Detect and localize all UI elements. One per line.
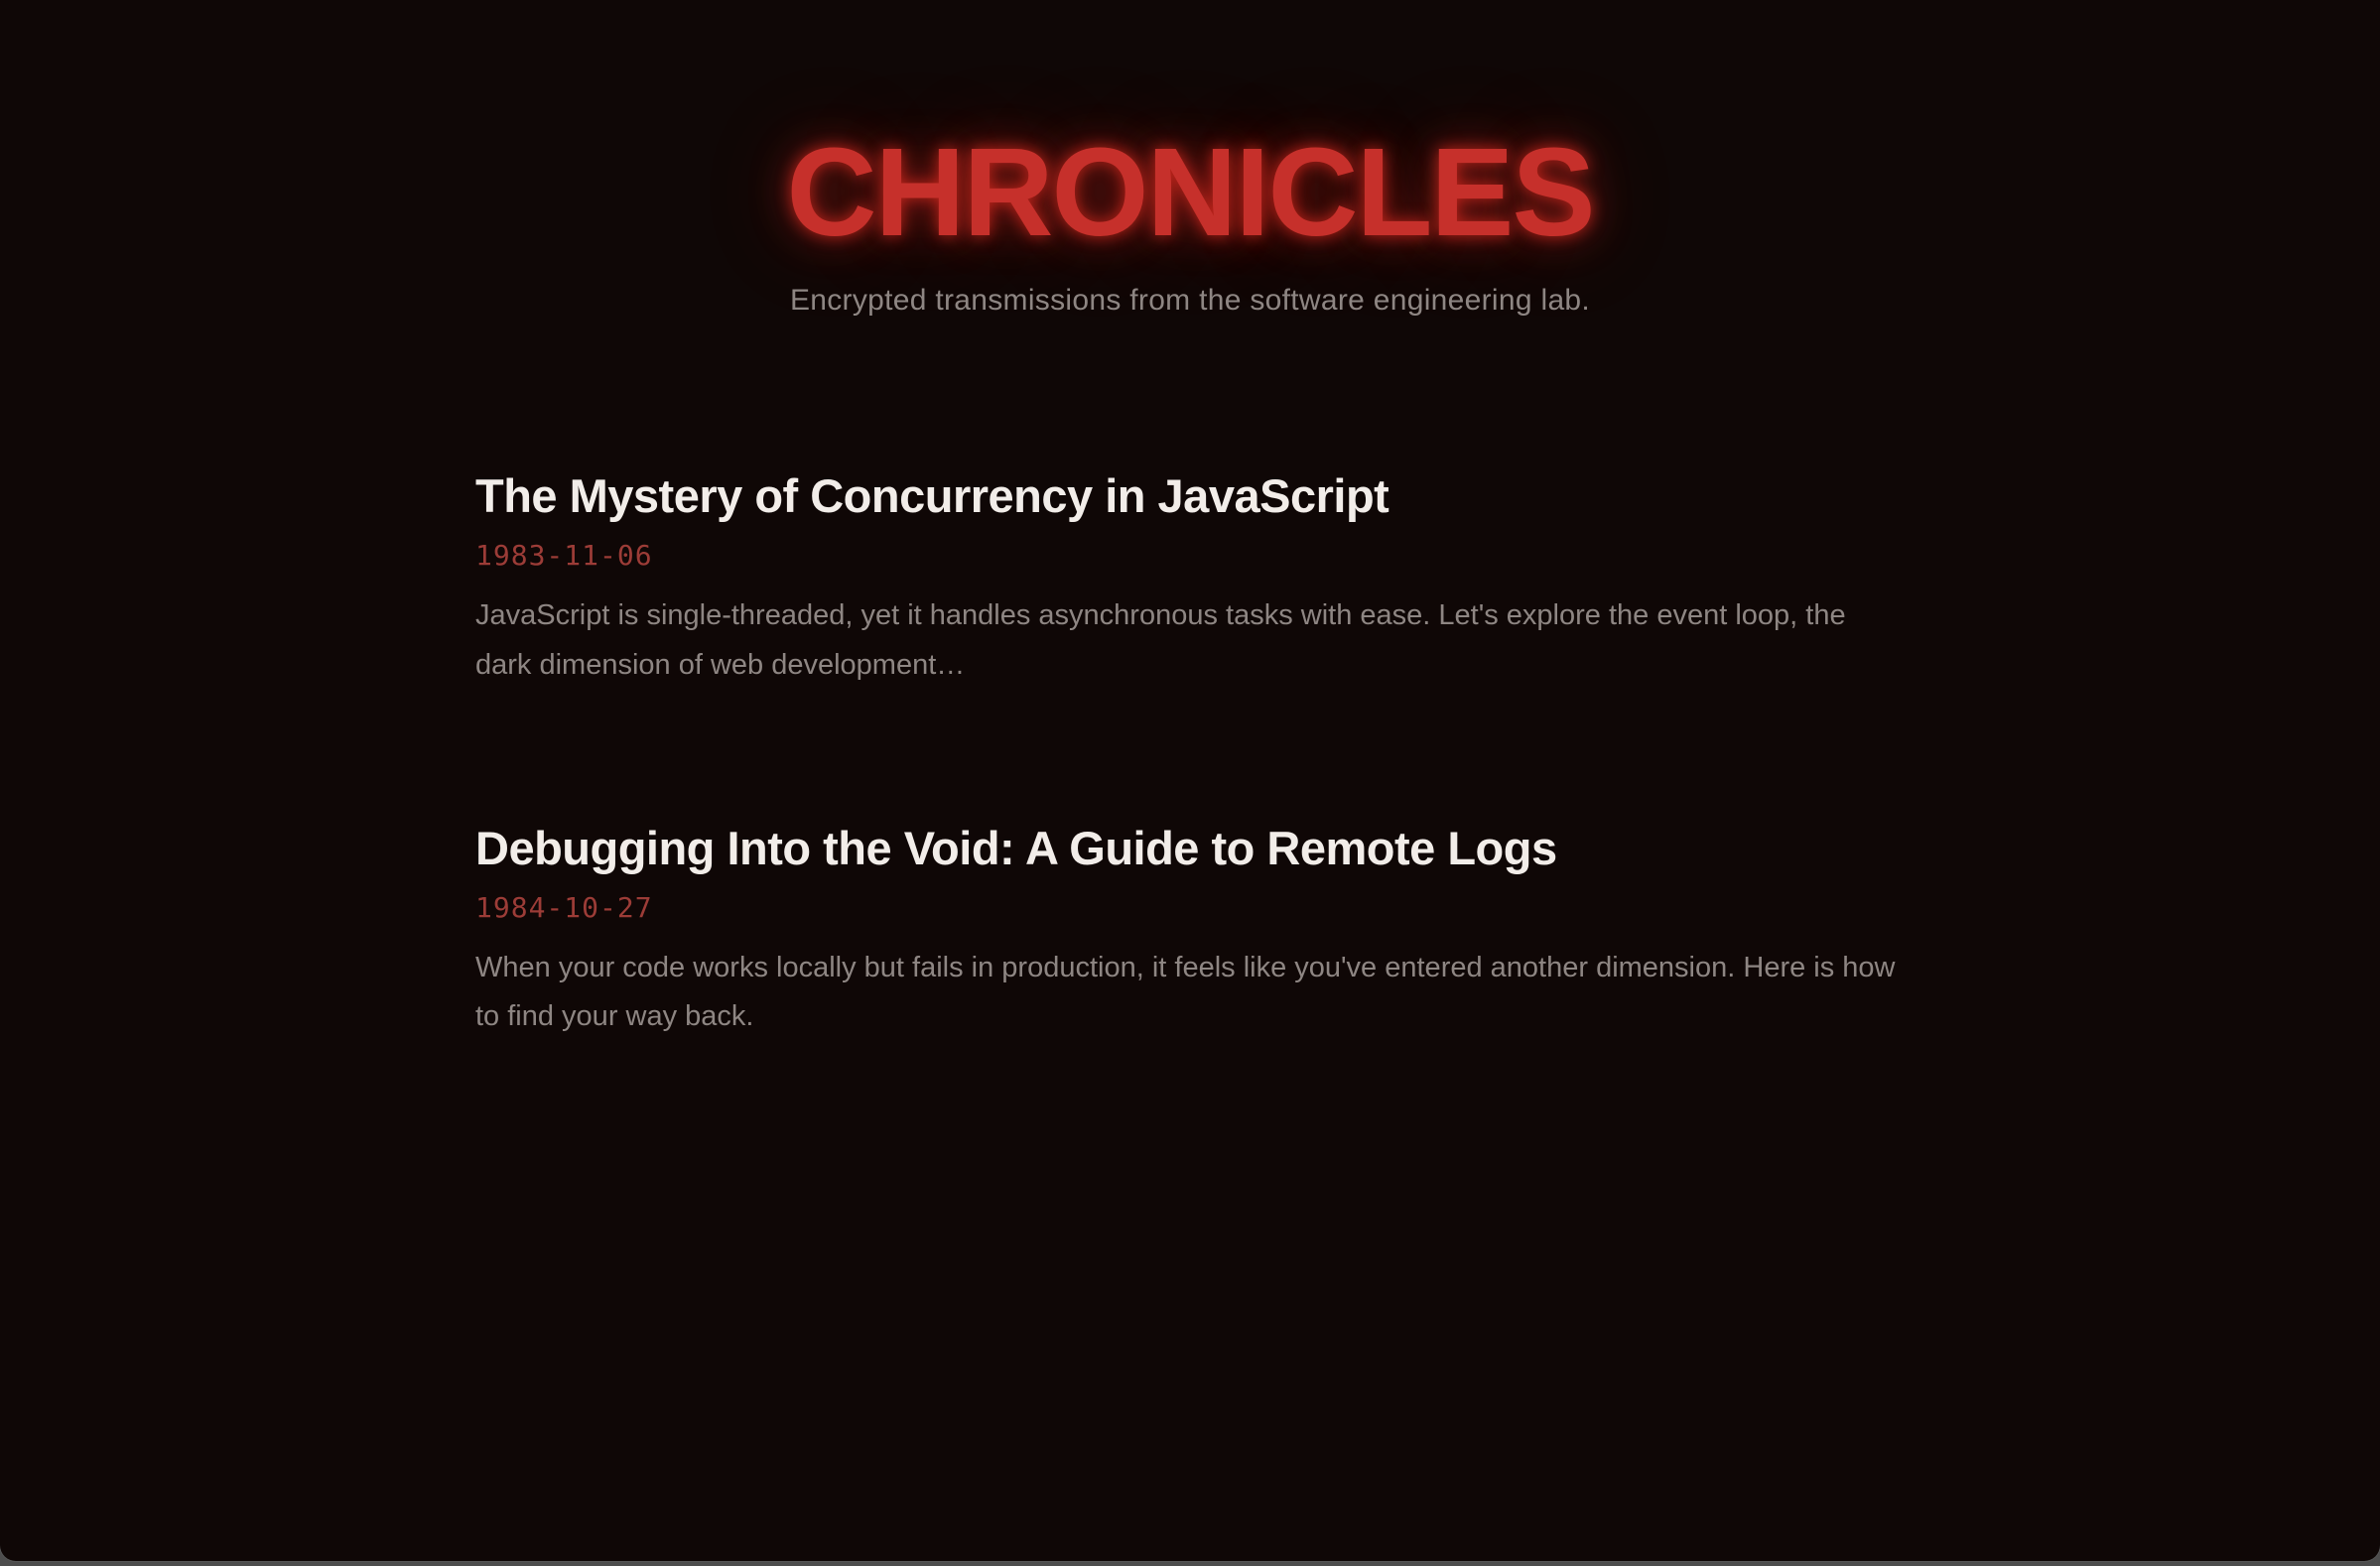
- page-container: [465, 0, 1915, 1041]
- post-excerpt: When your code works locally but fails in production, it feels like you've entered another dimension. Here is how to find your way back.: [475, 951, 1896, 1033]
- post-date: 1983-11-06: [475, 539, 653, 573]
- site-tagline: Encrypted transmissions from the software engineering lab.: [789, 284, 1591, 318]
- post-date: 1984-10-27: [475, 890, 653, 924]
- post-title-link[interactable]: Debugging Into the Void: A Guide to Remote Logs: [475, 821, 1557, 874]
- post-item: [475, 468, 1905, 690]
- post-item: [475, 821, 1905, 1042]
- site-header: [475, 0, 1905, 318]
- site-title: CHRONICLES: [786, 122, 1594, 262]
- post-title-link[interactable]: The Mystery of Concurrency in JavaScript: [475, 469, 1389, 523]
- post-list: [475, 468, 1905, 1041]
- post-excerpt: JavaScript is single-threaded, yet it handles asynchronous tasks with ease. Let's explore the event loop, the dark dimension of web development…: [475, 599, 1846, 681]
